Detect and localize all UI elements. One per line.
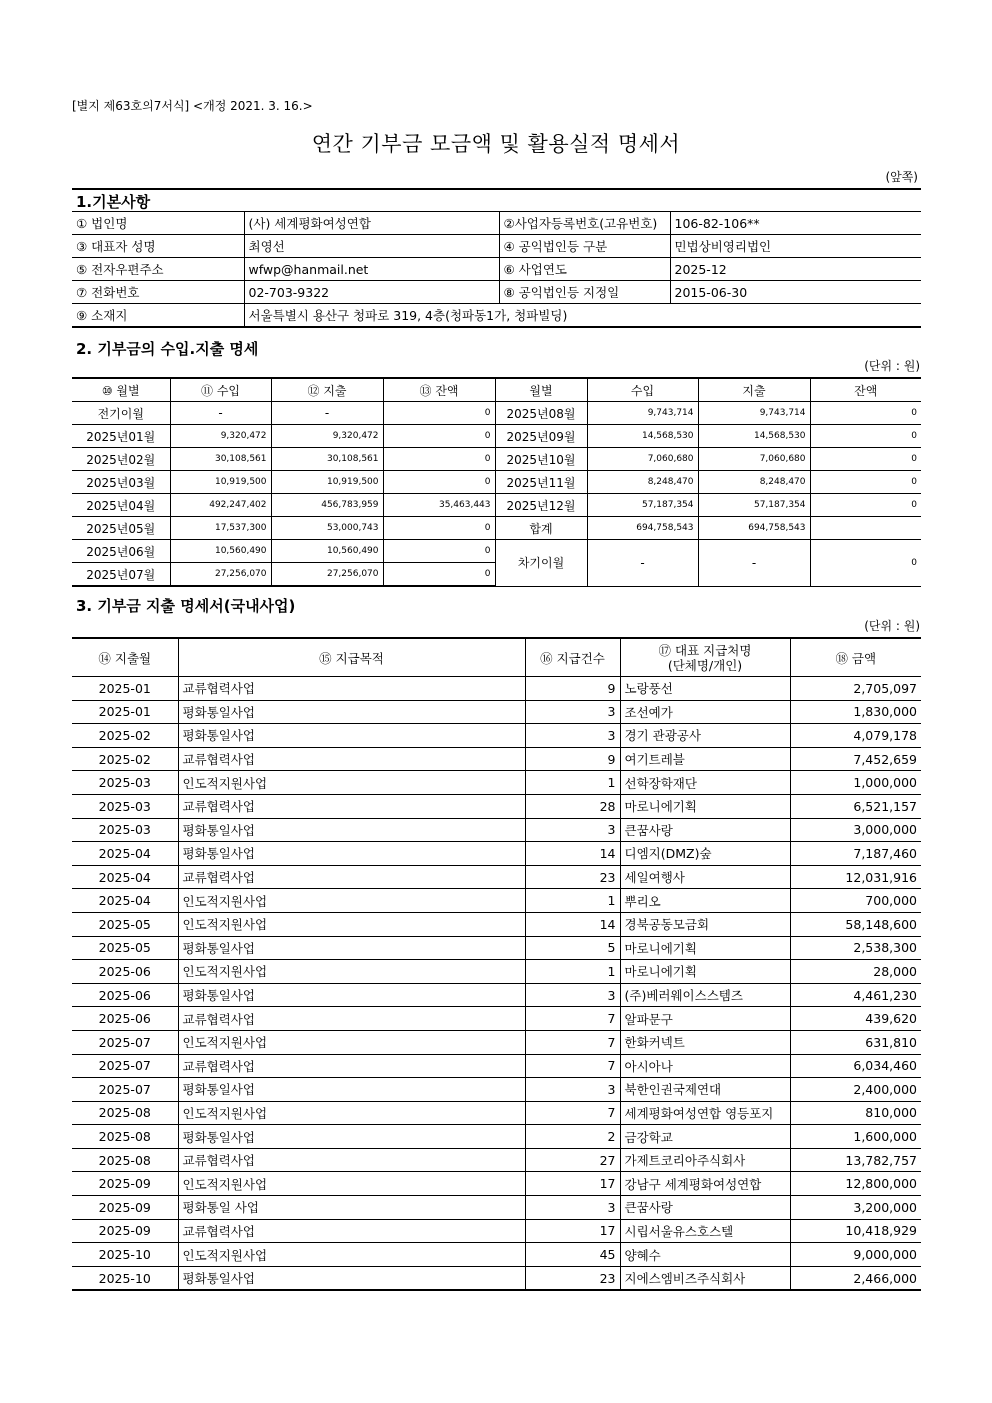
expense-count: 14 xyxy=(525,842,620,866)
info-value: wfwp@hanmail.net xyxy=(244,258,499,281)
balance-cell: 0 xyxy=(810,494,921,517)
expense-recipient: 노랑풍선 xyxy=(620,677,790,701)
expense-count: 3 xyxy=(525,818,620,842)
expense-recipient: (주)베러웨이스스템즈 xyxy=(620,983,790,1007)
expense-count: 1 xyxy=(525,889,620,913)
expense-cell: 456,783,959 xyxy=(271,494,383,517)
month-cell: 2025년02월 xyxy=(72,448,170,471)
income-row xyxy=(72,425,921,448)
column-header: ⑱ 금액 xyxy=(790,638,921,677)
month-cell: 2025년09월 xyxy=(495,425,587,448)
expense-count: 17 xyxy=(525,1172,620,1196)
expense-recipient: 마로니에기획 xyxy=(620,936,790,960)
column-header: ⑪ 수입 xyxy=(170,378,271,402)
basic-info-table xyxy=(72,212,921,328)
month-cell: 2025년11월 xyxy=(495,471,587,494)
table-row xyxy=(72,1125,921,1149)
income-cell: - xyxy=(170,402,271,425)
balance-cell: 0 xyxy=(810,425,921,448)
expense-amount: 3,000,000 xyxy=(790,818,921,842)
income-cell: 10,919,500 xyxy=(170,471,271,494)
total-label: 합계 xyxy=(495,517,587,540)
expense-amount: 2,400,000 xyxy=(790,1078,921,1102)
expense-purpose: 평화통일사업 xyxy=(178,700,525,724)
expense-count: 14 xyxy=(525,912,620,936)
table-row xyxy=(72,842,921,866)
expense-purpose: 교류협력사업 xyxy=(178,1219,525,1243)
income-cell: 10,560,490 xyxy=(170,540,271,563)
month-cell: 2025년10월 xyxy=(495,448,587,471)
expense-amount: 6,521,157 xyxy=(790,794,921,818)
balance-cell: 0 xyxy=(810,402,921,425)
expense-month: 2025-06 xyxy=(72,960,178,984)
table-row xyxy=(72,889,921,913)
expense-amount: 2,466,000 xyxy=(790,1266,921,1290)
balance-cell: 0 xyxy=(383,402,495,425)
info-label: ① 법인명 xyxy=(72,212,244,235)
info-label: ③ 대표자 성명 xyxy=(72,235,244,258)
income-row xyxy=(72,517,921,540)
table-row xyxy=(72,1078,921,1102)
expense-amount: 7,187,460 xyxy=(790,842,921,866)
expense-purpose: 평화통일 사업 xyxy=(178,1196,525,1220)
balance-cell: 0 xyxy=(383,448,495,471)
expense-amount: 10,418,929 xyxy=(790,1219,921,1243)
month-cell: 2025년05월 xyxy=(72,517,170,540)
expense-count: 3 xyxy=(525,1078,620,1102)
balance-cell: 0 xyxy=(810,448,921,471)
expense-month: 2025-01 xyxy=(72,700,178,724)
expense-recipient: 양혜수 xyxy=(620,1243,790,1267)
income-cell: 7,060,680 xyxy=(587,448,698,471)
expense-amount: 2,705,097 xyxy=(790,677,921,701)
expense-count: 7 xyxy=(525,1101,620,1125)
expense-month: 2025-08 xyxy=(72,1101,178,1125)
expense-purpose: 인도적지원사업 xyxy=(178,771,525,795)
expense-purpose: 인도적지원사업 xyxy=(178,912,525,936)
info-label: ⑨ 소재지 xyxy=(72,304,244,328)
section3-title: 3. 기부금 지출 명세서(국내사업) xyxy=(76,597,296,615)
expense-purpose: 교류협력사업 xyxy=(178,677,525,701)
income-cell: 9,743,714 xyxy=(587,402,698,425)
expense-purpose: 평화통일사업 xyxy=(178,1078,525,1102)
income-row xyxy=(72,471,921,494)
column-header: 수입 xyxy=(587,378,698,402)
income-cell: 9,320,472 xyxy=(170,425,271,448)
expense-count: 9 xyxy=(525,677,620,701)
expense-month: 2025-03 xyxy=(72,771,178,795)
table-row xyxy=(72,1196,921,1220)
expense-count: 45 xyxy=(525,1243,620,1267)
balance-cell xyxy=(810,517,921,540)
table-row xyxy=(72,724,921,748)
recipient-header-line1: ⑰ 대표 지급처명 xyxy=(658,642,752,658)
expense-count: 3 xyxy=(525,1196,620,1220)
expense-count: 23 xyxy=(525,1266,620,1290)
expense-purpose: 교류협력사업 xyxy=(178,865,525,889)
expense-amount: 12,031,916 xyxy=(790,865,921,889)
carry-expense: - xyxy=(698,540,810,587)
expense-header-row xyxy=(72,638,921,677)
expense-purpose: 인도적지원사업 xyxy=(178,1101,525,1125)
expense-cell: 10,919,500 xyxy=(271,471,383,494)
expense-recipient: 조선예가 xyxy=(620,700,790,724)
month-cell: 2025년03월 xyxy=(72,471,170,494)
expense-amount: 1,000,000 xyxy=(790,771,921,795)
expense-purpose: 교류협력사업 xyxy=(178,794,525,818)
expense-amount: 1,830,000 xyxy=(790,700,921,724)
expense-month: 2025-07 xyxy=(72,1054,178,1078)
balance-cell: 0 xyxy=(383,425,495,448)
income-row xyxy=(72,540,921,563)
info-value: 2015-06-30 xyxy=(670,281,921,304)
expense-cell: 9,320,472 xyxy=(271,425,383,448)
expense-purpose: 평화통일사업 xyxy=(178,842,525,866)
expense-recipient: 선학장학재단 xyxy=(620,771,790,795)
expense-recipient: 마로니에기획 xyxy=(620,960,790,984)
balance-cell: 0 xyxy=(383,563,495,587)
info-row xyxy=(72,235,921,258)
expense-detail-table xyxy=(72,637,921,1291)
table-row xyxy=(72,677,921,701)
column-header: 월별 xyxy=(495,378,587,402)
column-header: ⑬ 잔액 xyxy=(383,378,495,402)
balance-cell: 0 xyxy=(383,517,495,540)
info-label: ⑧ 공익법인등 지정일 xyxy=(499,281,670,304)
info-label: ⑤ 전자우편주소 xyxy=(72,258,244,281)
expense-cell: 694,758,543 xyxy=(698,517,810,540)
info-label: ④ 공익법인등 구분 xyxy=(499,235,670,258)
column-header: ⑫ 지출 xyxy=(271,378,383,402)
info-row xyxy=(72,281,921,304)
expense-cell: 30,108,561 xyxy=(271,448,383,471)
expense-count: 5 xyxy=(525,936,620,960)
expense-month: 2025-05 xyxy=(72,912,178,936)
table-row xyxy=(72,1219,921,1243)
expense-count: 3 xyxy=(525,700,620,724)
expense-count: 28 xyxy=(525,794,620,818)
balance-cell: 35,463,443 xyxy=(383,494,495,517)
table-row xyxy=(72,1054,921,1078)
expense-purpose: 교류협력사업 xyxy=(178,1007,525,1031)
expense-count: 27 xyxy=(525,1148,620,1172)
expense-count: 1 xyxy=(525,771,620,795)
expense-recipient: 큰꿈사랑 xyxy=(620,818,790,842)
table-row xyxy=(72,936,921,960)
expense-purpose: 인도적지원사업 xyxy=(178,960,525,984)
column-header xyxy=(620,638,790,677)
month-cell: 전기이월 xyxy=(72,402,170,425)
section2-unit: (단위 : 원) xyxy=(864,359,920,373)
month-cell: 2025년04월 xyxy=(72,494,170,517)
expense-count: 7 xyxy=(525,1030,620,1054)
expense-count: 3 xyxy=(525,724,620,748)
expense-purpose: 평화통일사업 xyxy=(178,818,525,842)
table-row xyxy=(72,1172,921,1196)
expense-month: 2025-03 xyxy=(72,818,178,842)
section1-title: 1.기본사항 xyxy=(76,193,151,211)
carry-income: - xyxy=(587,540,698,587)
expense-recipient: 세계평화여성연합 영등포지 xyxy=(620,1101,790,1125)
info-value: (사) 세계평화여성연합 xyxy=(244,212,499,235)
info-value: 민법상비영리법인 xyxy=(670,235,921,258)
column-header: ⑩ 월별 xyxy=(72,378,170,402)
month-cell: 2025년01월 xyxy=(72,425,170,448)
expense-cell: 14,568,530 xyxy=(698,425,810,448)
expense-count: 3 xyxy=(525,983,620,1007)
info-label: ⑦ 전화번호 xyxy=(72,281,244,304)
table-row xyxy=(72,1148,921,1172)
expense-purpose: 평화통일사업 xyxy=(178,936,525,960)
expense-month: 2025-04 xyxy=(72,842,178,866)
expense-count: 9 xyxy=(525,747,620,771)
info-row xyxy=(72,258,921,281)
expense-purpose: 교류협력사업 xyxy=(178,747,525,771)
expense-recipient: 금강학교 xyxy=(620,1125,790,1149)
expense-amount: 4,079,178 xyxy=(790,724,921,748)
form-number: [별지 제63호의7서식] <개정 2021. 3. 16.> xyxy=(72,99,313,113)
table-row xyxy=(72,747,921,771)
expense-count: 2 xyxy=(525,1125,620,1149)
expense-recipient: 세일여행사 xyxy=(620,865,790,889)
expense-recipient: 알파문구 xyxy=(620,1007,790,1031)
expense-purpose: 인도적지원사업 xyxy=(178,1243,525,1267)
expense-cell: 53,000,743 xyxy=(271,517,383,540)
table-row xyxy=(72,912,921,936)
expense-recipient: 강남구 세계평화여성연합 xyxy=(620,1172,790,1196)
info-value: 최영선 xyxy=(244,235,499,258)
month-cell: 2025년06월 xyxy=(72,540,170,563)
column-header: ⑭ 지출월 xyxy=(72,638,178,677)
expense-month: 2025-01 xyxy=(72,677,178,701)
balance-cell: 0 xyxy=(810,471,921,494)
expense-month: 2025-10 xyxy=(72,1243,178,1267)
balance-cell: 0 xyxy=(383,540,495,563)
expense-amount: 631,810 xyxy=(790,1030,921,1054)
income-cell: 57,187,354 xyxy=(587,494,698,517)
expense-month: 2025-10 xyxy=(72,1266,178,1290)
table-row xyxy=(72,700,921,724)
column-header: 잔액 xyxy=(810,378,921,402)
info-row-address xyxy=(72,304,921,328)
expense-amount: 1,600,000 xyxy=(790,1125,921,1149)
table-row xyxy=(72,1030,921,1054)
expense-count: 23 xyxy=(525,865,620,889)
carry-label: 차기이월 xyxy=(495,540,587,587)
balance-cell: 0 xyxy=(383,471,495,494)
expense-recipient: 시립서울유스호스텔 xyxy=(620,1219,790,1243)
income-cell: 694,758,543 xyxy=(587,517,698,540)
expense-purpose: 인도적지원사업 xyxy=(178,1172,525,1196)
expense-recipient: 여기트레블 xyxy=(620,747,790,771)
expense-recipient: 경북공동모금회 xyxy=(620,912,790,936)
expense-purpose: 교류협력사업 xyxy=(178,1054,525,1078)
income-cell: 17,537,300 xyxy=(170,517,271,540)
expense-purpose: 평화통일사업 xyxy=(178,1125,525,1149)
income-cell: 27,256,070 xyxy=(170,563,271,587)
expense-cell: 27,256,070 xyxy=(271,563,383,587)
table-row xyxy=(72,960,921,984)
expense-recipient: 마로니에기획 xyxy=(620,794,790,818)
page-side-label: (앞쪽) xyxy=(885,170,918,184)
expense-amount: 6,034,460 xyxy=(790,1054,921,1078)
expense-month: 2025-06 xyxy=(72,983,178,1007)
expense-count: 7 xyxy=(525,1054,620,1078)
income-row xyxy=(72,402,921,425)
income-row xyxy=(72,494,921,517)
expense-amount: 700,000 xyxy=(790,889,921,913)
section2-title: 2. 기부금의 수입.지출 명세 xyxy=(76,340,259,358)
expense-purpose: 평화통일사업 xyxy=(178,983,525,1007)
page-title: 연간 기부금 모금액 및 활용실적 명세서 xyxy=(311,132,681,156)
expense-cell: 9,743,714 xyxy=(698,402,810,425)
info-label: ②사업자등록번호(고유번호) xyxy=(499,212,670,235)
info-value: 106-82-106** xyxy=(670,212,921,235)
info-label: ⑥ 사업연도 xyxy=(499,258,670,281)
expense-month: 2025-09 xyxy=(72,1172,178,1196)
expense-purpose: 평화통일사업 xyxy=(178,1266,525,1290)
expense-recipient: 경기 관광공사 xyxy=(620,724,790,748)
expense-month: 2025-08 xyxy=(72,1125,178,1149)
info-row xyxy=(72,212,921,235)
expense-recipient: 북한인권국제연대 xyxy=(620,1078,790,1102)
expense-purpose: 평화통일사업 xyxy=(178,724,525,748)
income-row xyxy=(72,448,921,471)
expense-amount: 3,200,000 xyxy=(790,1196,921,1220)
expense-recipient: 큰꿈사랑 xyxy=(620,1196,790,1220)
section1-top-rule xyxy=(72,188,921,190)
expense-purpose: 인도적지원사업 xyxy=(178,1030,525,1054)
expense-month: 2025-07 xyxy=(72,1078,178,1102)
expense-amount: 9,000,000 xyxy=(790,1243,921,1267)
table-row xyxy=(72,818,921,842)
expense-amount: 12,800,000 xyxy=(790,1172,921,1196)
expense-recipient: 뿌리오 xyxy=(620,889,790,913)
expense-count: 7 xyxy=(525,1007,620,1031)
expense-month: 2025-05 xyxy=(72,936,178,960)
expense-cell: 7,060,680 xyxy=(698,448,810,471)
address-value: 서울특별시 용산구 청파로 319, 4층(청파동1가, 청파빌딩) xyxy=(244,304,921,328)
table-row xyxy=(72,1007,921,1031)
expense-purpose: 인도적지원사업 xyxy=(178,889,525,913)
expense-month: 2025-02 xyxy=(72,724,178,748)
section3-unit: (단위 : 원) xyxy=(864,619,920,633)
income-header-row xyxy=(72,378,921,402)
expense-month: 2025-04 xyxy=(72,865,178,889)
expense-count: 17 xyxy=(525,1219,620,1243)
expense-amount: 2,538,300 xyxy=(790,936,921,960)
column-header: 지출 xyxy=(698,378,810,402)
expense-amount: 28,000 xyxy=(790,960,921,984)
expense-cell: - xyxy=(271,402,383,425)
expense-month: 2025-02 xyxy=(72,747,178,771)
expense-month: 2025-09 xyxy=(72,1219,178,1243)
expense-month: 2025-03 xyxy=(72,794,178,818)
expense-month: 2025-07 xyxy=(72,1030,178,1054)
expense-amount: 58,148,600 xyxy=(790,912,921,936)
table-row xyxy=(72,865,921,889)
table-row xyxy=(72,794,921,818)
info-value: 02-703-9322 xyxy=(244,281,499,304)
expense-cell: 10,560,490 xyxy=(271,540,383,563)
expense-amount: 7,452,659 xyxy=(790,747,921,771)
table-row xyxy=(72,1101,921,1125)
income-expense-table xyxy=(72,377,921,587)
expense-amount: 810,000 xyxy=(790,1101,921,1125)
month-cell: 2025년12월 xyxy=(495,494,587,517)
expense-month: 2025-04 xyxy=(72,889,178,913)
income-cell: 8,248,470 xyxy=(587,471,698,494)
month-cell: 2025년07월 xyxy=(72,563,170,587)
table-row xyxy=(72,1266,921,1290)
income-cell: 492,247,402 xyxy=(170,494,271,517)
expense-cell: 57,187,354 xyxy=(698,494,810,517)
month-cell: 2025년08월 xyxy=(495,402,587,425)
table-row xyxy=(72,771,921,795)
expense-count: 1 xyxy=(525,960,620,984)
expense-recipient: 가제트코리아주식회사 xyxy=(620,1148,790,1172)
income-cell: 14,568,530 xyxy=(587,425,698,448)
expense-cell: 8,248,470 xyxy=(698,471,810,494)
expense-month: 2025-08 xyxy=(72,1148,178,1172)
expense-amount: 4,461,230 xyxy=(790,983,921,1007)
expense-month: 2025-09 xyxy=(72,1196,178,1220)
carry-balance: 0 xyxy=(810,540,921,587)
expense-month: 2025-06 xyxy=(72,1007,178,1031)
expense-recipient: 아시아나 xyxy=(620,1054,790,1078)
expense-amount: 13,782,757 xyxy=(790,1148,921,1172)
table-row xyxy=(72,983,921,1007)
expense-amount: 439,620 xyxy=(790,1007,921,1031)
column-header: ⑯ 지급건수 xyxy=(525,638,620,677)
expense-recipient: 지에스엠비즈주식회사 xyxy=(620,1266,790,1290)
expense-recipient: 한화커넥트 xyxy=(620,1030,790,1054)
income-cell: 30,108,561 xyxy=(170,448,271,471)
expense-recipient: 디엠지(DMZ)숲 xyxy=(620,842,790,866)
info-value: 2025-12 xyxy=(670,258,921,281)
expense-purpose: 교류협력사업 xyxy=(178,1148,525,1172)
table-row xyxy=(72,1243,921,1267)
recipient-header-line2: (단체명/개인) xyxy=(667,657,743,673)
column-header: ⑮ 지급목적 xyxy=(178,638,525,677)
